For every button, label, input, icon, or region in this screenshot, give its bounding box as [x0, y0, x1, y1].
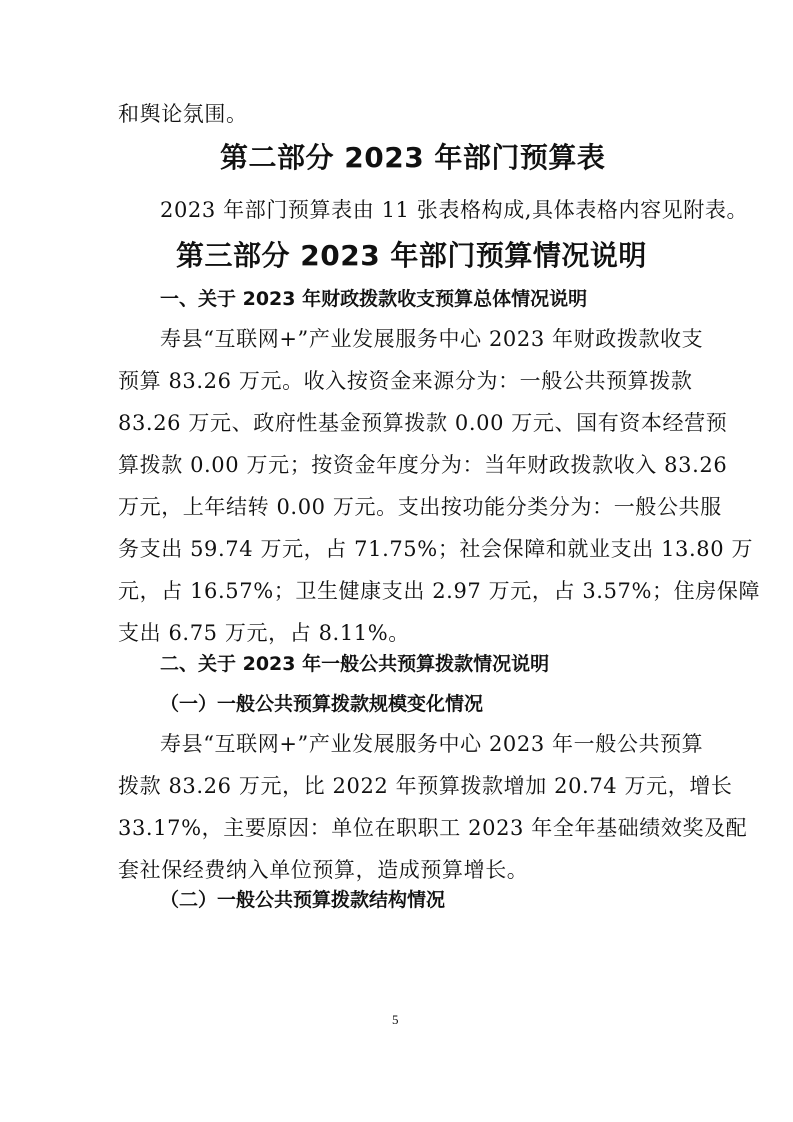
part2-title: 第二部分 2023 年部门预算表	[220, 141, 606, 174]
section1-line: 预算 83.26 万元。收入按资金来源分为：一般公共预算拨款	[118, 369, 693, 393]
intro-tail-text: 和舆论氛围。	[118, 102, 248, 126]
section1-line: 元，占 16.57%；卫生健康支出 2.97 万元，占 3.57%；住房保障	[118, 579, 761, 603]
part3-title: 第三部分 2023 年部门预算情况说明	[176, 239, 647, 272]
section1-heading: 一、关于 2023 年财政拨款收支预算总体情况说明	[160, 288, 588, 310]
page-number: 5	[392, 1012, 399, 1027]
subsection2-heading: （二）一般公共预算拨款结构情况	[160, 889, 446, 911]
subsection1-line: 33.17%，主要原因：单位在职职工 2023 年全年基础绩效奖及配	[118, 816, 748, 840]
subsection1-line: 寿县“互联网+”产业发展服务中心 2023 年一般公共预算	[160, 732, 704, 756]
section2-heading: 二、关于 2023 年一般公共预算拨款情况说明	[160, 653, 550, 675]
section1-line: 算拨款 0.00 万元；按资金年度分为：当年财政拨款收入 83.26	[118, 453, 728, 477]
section1-line: 寿县“互联网+”产业发展服务中心 2023 年财政拨款收支	[160, 327, 704, 351]
subsection1-line: 套社保经费纳入单位预算，造成预算增长。	[118, 858, 529, 882]
subsection1-line: 拨款 83.26 万元，比 2022 年预算拨款增加 20.74 万元，增长	[118, 774, 733, 798]
subsection1-heading: （一）一般公共预算拨款规模变化情况	[160, 693, 484, 715]
part2-text: 2023 年部门预算表由 11 张表格构成,具体表格内容见附表。	[160, 198, 749, 222]
section1-line: 83.26 万元、政府性基金预算拨款 0.00 万元、国有资本经营预	[118, 411, 728, 435]
section1-line: 万元，上年结转 0.00 万元。支出按功能分类分为：一般公共服	[118, 495, 722, 519]
section1-line: 务支出 59.74 万元，占 71.75%；社会保障和就业支出 13.80 万	[118, 537, 754, 561]
section1-line: 支出 6.75 万元，占 8.11%。	[118, 621, 410, 645]
